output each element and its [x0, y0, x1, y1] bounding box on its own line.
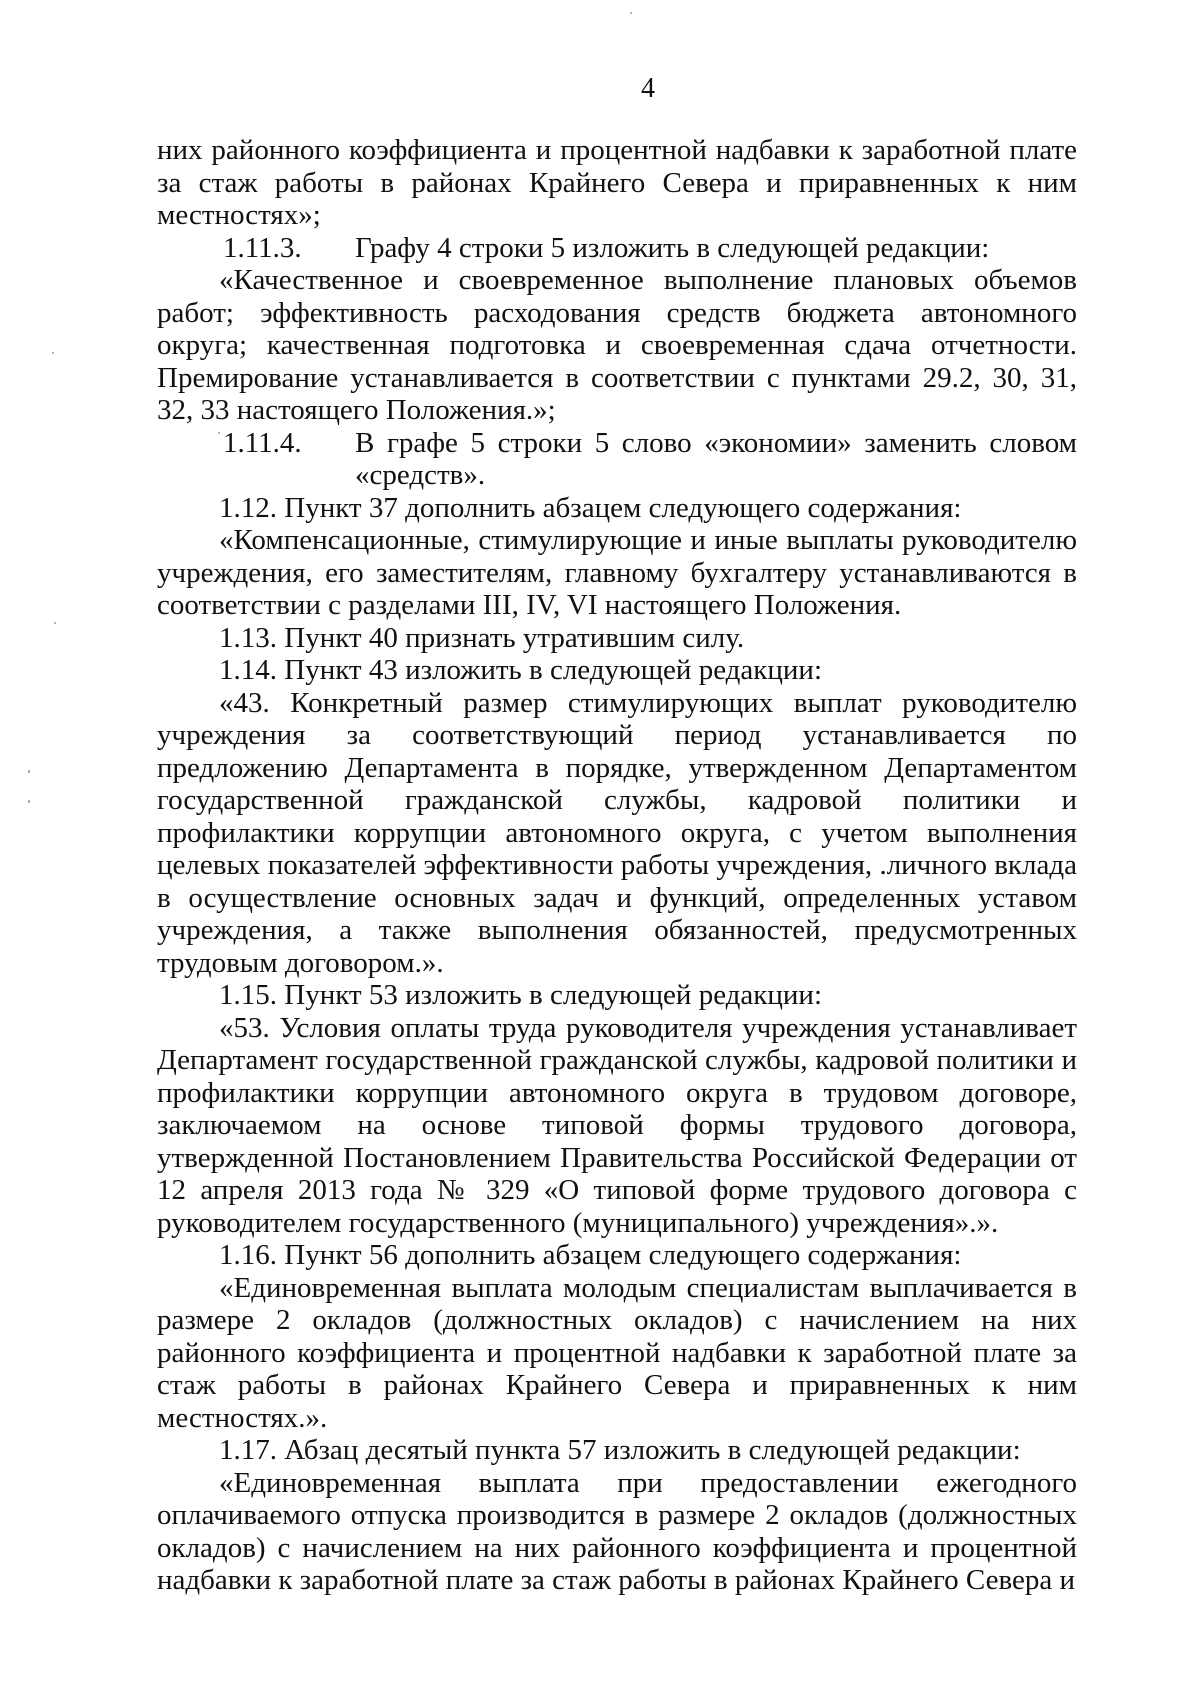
scan-speck	[54, 622, 56, 624]
quoted-paragraph: «Единовременная выплата при предоставлении ежегодного оплачиваемого отпуска производится в размере 2 окладов (должностных окладов) с начислением на них районного коэффициента и процентной надбавки к заработной плате за стаж работы в районах Крайнего Севера и	[157, 1466, 1077, 1596]
scan-speck	[28, 800, 30, 803]
subitem-number: 1.11.4.	[223, 426, 302, 459]
scan-speck	[28, 770, 30, 773]
item-1-16: 1.16. Пункт 56 дополнить абзацем следующего содержания:	[219, 1239, 962, 1271]
item-1-17: 1.17. Абзац десятый пункта 57 изложить в следующей редакции:	[219, 1434, 1021, 1466]
subitem-text: Графу 4 строки 5 изложить в следующей редакции:	[355, 231, 990, 264]
quoted-paragraph: «43. Конкретный размер стимулирующих выплат руководителю учреждения за соответствующий период устанавливается по предложению Департамента в порядке, утвержденном Департаментом государственной гражданской службы, кадровой политики и профилактики коррупции автономного округа, с учетом выполнения целевых показателей эффективности работы учреждения, .личного вклада в осуществление основных задач и функций, определенных уставом учреждения, а также выполнения обязанностей, предусмотренных трудовым договором.».	[157, 686, 1077, 979]
item-1-15: 1.15. Пункт 53 изложить в следующей редакции:	[219, 979, 823, 1011]
scan-speck	[218, 432, 220, 434]
subitem-text: В графе 5 строки 5 слово «экономии» заменить словом «средств».	[355, 426, 1077, 491]
quoted-paragraph: «Единовременная выплата молодым специалистам выплачивается в размере 2 окладов (должностных окладов) с начислением на них районного коэффициента и процентной надбавки к заработной плате за стаж работы в районах Крайнего Севера и приравненных к ним местностях.».	[157, 1271, 1077, 1434]
subitem-number: 1.11.3.	[223, 231, 302, 264]
scan-speck	[52, 352, 54, 354]
paragraph-continuation: них районного коэффициента и процентной надбавки к заработной плате за стаж работы в районах Крайнего Севера и приравненных к ним местностях»;	[157, 134, 1077, 231]
subitem-1-11-4	[157, 427, 1077, 492]
quoted-paragraph: «53. Условия оплаты труда руководителя учреждения устанавливает Департамент государственной гражданской службы, кадровой политики и профилактики коррупции автономного округа в трудовом договоре, заключаемом на основе типовой формы трудового договора, утвержденной Постановлением Правительства Российской Федерации от 12 апреля 2013 года № 329 «О типовой форме трудового договора с руководителем государственного (муниципального) учреждения».».	[157, 1011, 1077, 1239]
document-body	[157, 134, 1077, 1597]
item-1-13: 1.13. Пункт 40 признать утратившим силу.	[219, 621, 745, 654]
quoted-paragraph: «Компенсационные, стимулирующие и иные выплаты руководителю учреждения, его заместителям, главному бухгалтеру устанавливаются в соответствии с разделами III, IV, VI настоящего Положения.	[157, 524, 1077, 621]
subitem-1-11-3	[157, 232, 1077, 265]
scan-speck	[630, 12, 632, 14]
page-number: 4	[641, 73, 655, 104]
quoted-paragraph: «Качественное и своевременное выполнение плановых объемов работ; эффективность расходования средств бюджета автономного округа; качественная подготовка и своевременная сдача отчетности. Премирование устанавливается в соответствии с пунктами 29.2, 30, 31, 32, 33 настоящего Положения.»;	[157, 264, 1077, 426]
item-1-14: 1.14. Пункт 43 изложить в следующей редакции:	[219, 654, 823, 686]
item-1-12: 1.12. Пункт 37 дополнить абзацем следующего содержания:	[219, 491, 962, 524]
